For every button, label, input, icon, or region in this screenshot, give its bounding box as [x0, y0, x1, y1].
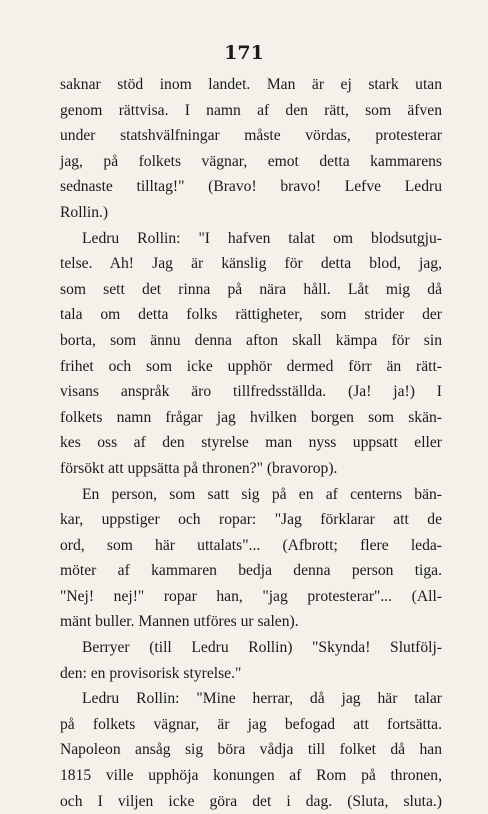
text-line: och I viljen icke göra det i dag. (Sluta, sluta.) — [60, 792, 442, 810]
text-line: möter af kammaren bedja denna person tiga. — [60, 562, 442, 580]
text-line: på folkets vägnar, är jag befogad att fortsätta. — [60, 715, 442, 733]
text-line: kar, uppstiger och ropar: "Jag förklarar att de — [60, 511, 442, 529]
text-line: som sett det rinna på nära håll. Låt mig då — [60, 280, 442, 298]
text-line: Ledru Rollin: "Mine herrar, då jag här talar — [82, 690, 442, 708]
text-line: tala om detta folks rättigheter, som strider der — [60, 306, 442, 324]
text-line: telse. Ah! Jag är känslig för detta blod, jag, — [60, 255, 442, 273]
text-line: genom rättvisa. I namn af den rätt, som äfven — [60, 101, 442, 119]
text-line: sednaste tilltag!" (Bravo! bravo! Lefve Ledru — [60, 178, 442, 196]
text-line: under statshvälfningar måste vördas, protesterar — [60, 127, 442, 145]
text-line: En person, som satt sig på en af centerns bän- — [82, 485, 442, 503]
text-line: Ledru Rollin: "I hafven talat om blodsutgju- — [82, 229, 442, 247]
text-line: Berryer (till Ledru Rollin) "Skynda! Slutfölj- — [82, 639, 442, 657]
text-line: försökt att uppsätta på thronen?" (bravorop). — [60, 459, 338, 477]
text-line: folkets namn frågar jag hvilken borgen som skän- — [60, 408, 442, 426]
text-line: frihet och som icke upphör dermed förr än rätt- — [60, 357, 442, 375]
text-line: mänt buller. Mannen utföres ur salen). — [60, 613, 299, 631]
text-line: ord, som här uttalats"... (Afbrott; flere leda- — [60, 536, 442, 554]
text-line: kes oss af den styrelse man nyss uppsatt eller — [60, 434, 442, 452]
text-line: Napoleon ansåg sig böra vådja till folket då han — [60, 741, 442, 759]
body-text — [60, 72, 442, 814]
text-line: Rollin.) — [60, 203, 109, 221]
text-line: den: en provisorisk styrelse." — [60, 664, 242, 682]
text-line: jag, på folkets vägnar, emot detta kammarens — [60, 152, 442, 170]
text-line: borta, som ännu denna afton skall kämpa för sin — [60, 331, 442, 349]
page-number: 171 — [224, 42, 264, 64]
text-line: 1815 ville upphöja konungen af Rom på thronen, — [60, 767, 442, 785]
text-line: "Nej! nej!" ropar han, "jag protesterar"... (All- — [60, 587, 442, 605]
text-line: saknar stöd inom landet. Man är ej stark utan — [60, 76, 442, 93]
text-line: visans anspråk äro tillfredsställda. (Ja! ja!) I — [60, 383, 442, 401]
